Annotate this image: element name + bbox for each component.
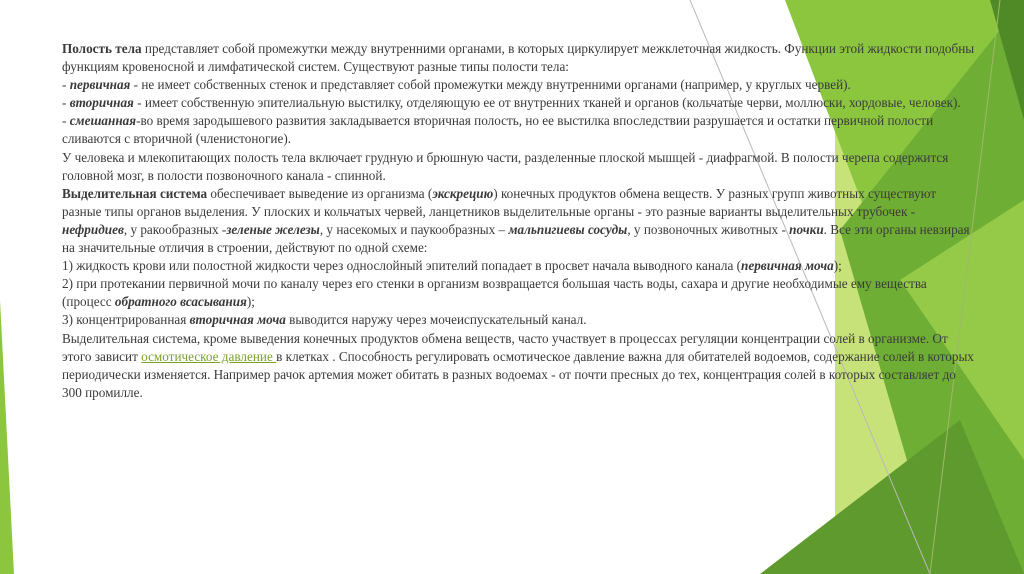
term-mixed: смешанная	[69, 113, 137, 129]
osmotic-pressure-link[interactable]: осмотическое давление	[141, 348, 277, 364]
text-span: ) конечных продуктов обмена веществ. У разных групп животных существуют разные типы органов выделения. У плоских и кольчатых червей, ланцетников выделительные органы - это разные варианты выделительных трубочек -	[62, 185, 937, 219]
term-excretion: экскрецию	[432, 185, 494, 201]
left-green-strip	[0, 300, 14, 574]
text-span: выводится наружу через мочеиспускательный канал.	[285, 312, 587, 328]
text-span: 1) жидкость крови или полостной жидкости через однослойный эпителий попадает в просвет начала выводного канала (	[62, 258, 742, 274]
term-kidneys: почки	[789, 221, 824, 237]
text-span: Выделительная система, кроме выведения конечных продуктов обмена веществ, часто участвует в процессах регуляции концентрации солей в организме. От этого зависит	[62, 330, 948, 364]
text-span: , у ракообразных -	[123, 221, 227, 237]
paragraph-body-cavity	[62, 40, 977, 76]
term-green-glands: зеленые железы	[226, 221, 320, 237]
text-span: обеспечивает выведение из организма (	[207, 185, 433, 201]
text-span: в клетках . Способность регулировать осмотическое давление важна для обитателей водоемов, содержание солей в которых периодически изменяется. Например рачок артемия может обитать в разных водоемах - от почти пресных до тех, концентрация солей в которых составляет до 300 промилле.	[62, 348, 974, 400]
text-span: 2) при протекании первичной мочи по каналу через его стенки в организм возвращается большая часть воды, сахара и другие необходимые ему вещества (процесс	[62, 276, 927, 310]
text-span: 3) концентрированная	[62, 312, 190, 328]
text-span: , у позвоночных животных -	[627, 221, 790, 237]
bullet-dash: -	[62, 95, 70, 111]
term-secondary: вторичная	[69, 95, 134, 111]
text-span: );	[246, 294, 255, 310]
paragraph-excretory	[62, 185, 977, 257]
text-span: - не имеет собственных стенок и представляет собой промежутки между внутренними органами (например, у круглых червей).	[130, 77, 851, 93]
slide-text	[62, 40, 977, 402]
term-nephridia: нефридиев	[62, 221, 124, 237]
bullet-dash: -	[62, 113, 70, 129]
step-2	[62, 275, 977, 311]
term-excretory-system: Выделительная система	[62, 185, 208, 201]
term-primary-urine: первичная моча	[741, 258, 834, 274]
step-1	[62, 257, 977, 275]
item-secondary	[62, 94, 977, 112]
term-body-cavity: Полость тела	[62, 41, 142, 56]
step-3	[62, 311, 977, 329]
paragraph-osmotic	[62, 330, 977, 402]
term-primary: первичная	[69, 77, 131, 93]
term-malpighian-tubules: мальпигиевы сосуды	[508, 221, 628, 237]
bullet-dash: -	[62, 77, 70, 93]
text-span: - имеет собственную эпителиальную выстилку, отделяющую ее от внутренних тканей и органов (кольчатые черви, моллюски, хордовые, человек).	[133, 95, 961, 111]
item-mixed	[62, 112, 977, 148]
text-span: . Все эти органы невзирая на значительные отличия в строении, действуют по одной схеме:	[62, 221, 970, 256]
text-span: представляет собой промежутки между внутренними органами, в которых циркулирует межклеточная жидкость. Функции этой жидкости подобны функциям кровеносной и лимфатической систем. Существуют разные типы полости тела:	[62, 41, 975, 75]
term-reabsorption: обратного всасывания	[114, 294, 247, 310]
term-secondary-urine: вторичная моча	[189, 312, 286, 328]
text-span: );	[833, 258, 842, 274]
paragraph-humans: У человека и млекопитающих полость тела включает грудную и брюшную части, разделенные плоской мышцей - диафрагмой. В полости черепа содержится головной мозг, в полости позвоночного канала - спинной.	[62, 149, 949, 183]
text-span: , у насекомых и паукообразных –	[319, 221, 509, 237]
text-span: -во время зародышевого развития закладывается вторичная полость, но ее выстилка впоследствии разрушается и остатки первичной полости сливаются с вторичной (членистоногие).	[62, 113, 934, 147]
item-primary	[62, 76, 977, 94]
